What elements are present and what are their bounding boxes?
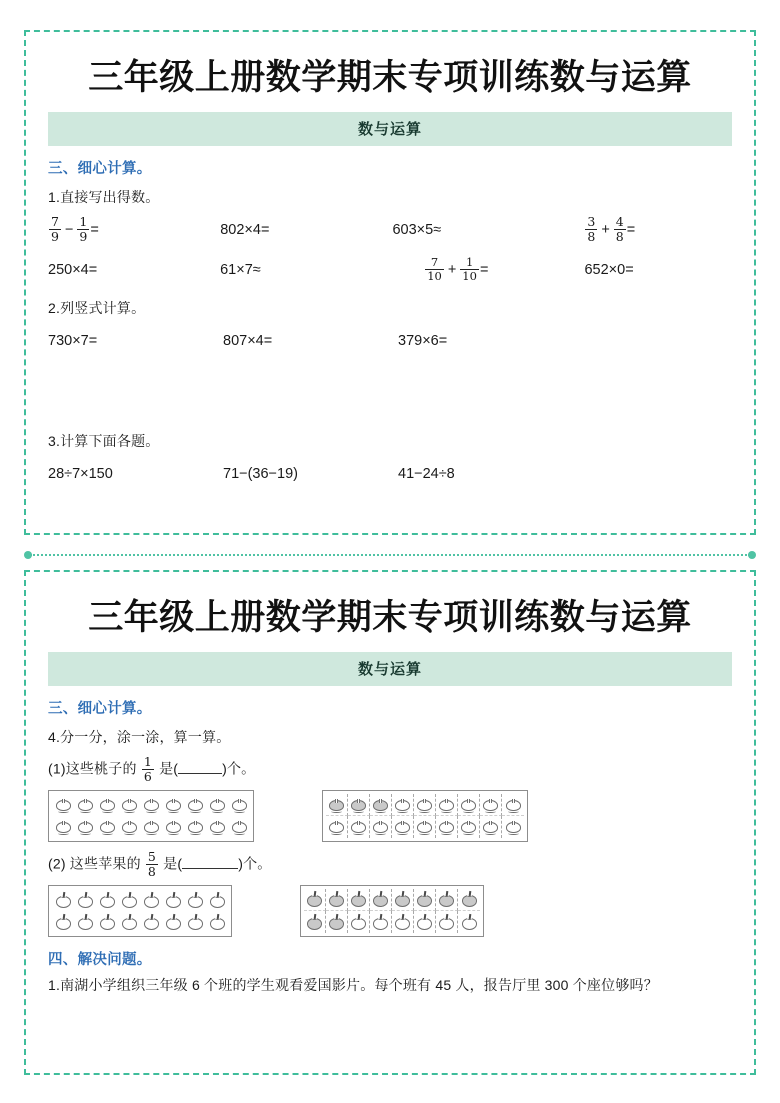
peach-icon: [165, 797, 182, 813]
peach-grid-row: [326, 794, 524, 816]
apple-icon: [372, 914, 389, 931]
operator-plus: +: [447, 262, 457, 278]
apple-cell[interactable]: [414, 889, 436, 911]
apple-grid-row: [304, 911, 480, 933]
problem-71-minus-36-19: 71−(36−19): [223, 466, 298, 482]
peach-grid-row: [52, 816, 250, 838]
apple-cell[interactable]: [184, 911, 206, 933]
apple-cell[interactable]: [118, 889, 140, 911]
question-2-work-space: [48, 360, 732, 422]
apple-cell[interactable]: [52, 911, 74, 933]
problem-603x5-approx: 603×5≈: [392, 222, 442, 238]
fraction-7-9: $\frac{7}{9}$: [51, 214, 59, 244]
peach-icon: [438, 797, 455, 813]
peach-icon: [121, 797, 138, 813]
problem-807x4: 807×4=: [223, 333, 273, 349]
apple-cell[interactable]: [436, 889, 458, 911]
peach-icon: [460, 797, 477, 813]
apple-icon: [121, 914, 138, 931]
sheet-title-bottom: 三年级上册数学期末专项训练数与运算: [88, 597, 692, 638]
problem-28div7x150: 28÷7×150: [48, 466, 113, 482]
part-1-tail: )个。: [222, 760, 256, 777]
apple-icon: [165, 892, 182, 909]
peach-icon: [482, 797, 499, 813]
apple-cell[interactable]: [96, 911, 118, 933]
peach-cell[interactable]: [480, 816, 502, 838]
part-2-mid: 是(: [163, 855, 183, 872]
question-5-word-problem: 1.南湖小学组织三年级 6 个班的学生观看爱国影片。每个班有 45 人，报告厅里 300 个座位够吗？: [48, 977, 658, 993]
equals-sign: =: [626, 222, 636, 238]
peach-icon: [99, 819, 116, 835]
peach-icon: [143, 797, 160, 813]
peach-cell[interactable]: [52, 794, 74, 816]
peach-illustration-row: [48, 790, 732, 842]
problem-730x7: 730×7=: [48, 333, 98, 349]
peach-icon: [231, 819, 248, 835]
equals-sign: =: [479, 262, 489, 278]
peach-cell[interactable]: [480, 794, 502, 816]
peach-cell[interactable]: [206, 794, 228, 816]
apple-cell[interactable]: [140, 889, 162, 911]
apple-cell[interactable]: [304, 889, 326, 911]
problem-3over8-plus-4over8: [584, 216, 732, 244]
apple-icon: [438, 891, 455, 908]
peach-cell[interactable]: [228, 794, 250, 816]
part-1-lead: (1)这些桃子的: [48, 760, 137, 777]
apple-cell[interactable]: [348, 911, 370, 933]
apple-icon: [77, 892, 94, 909]
peach-cell[interactable]: [458, 794, 480, 816]
question-3-row: [48, 455, 732, 493]
peach-cell[interactable]: [140, 794, 162, 816]
peach-icon: [372, 819, 389, 835]
part-2-lead: (2) 这些苹果的: [48, 855, 141, 872]
apple-cell[interactable]: [74, 911, 96, 933]
answer-blank-peaches[interactable]: [178, 760, 222, 774]
apple-cell[interactable]: [458, 911, 480, 933]
apple-cell[interactable]: [304, 911, 326, 933]
problem-379x6: 379×6=: [398, 333, 448, 349]
apple-cell[interactable]: [162, 889, 184, 911]
peach-icon: [121, 819, 138, 835]
peach-cell[interactable]: [370, 816, 392, 838]
peach-cell[interactable]: [502, 816, 524, 838]
peach-icon: [328, 819, 345, 835]
peach-icon: [372, 797, 389, 813]
peach-icon: [209, 797, 226, 813]
peach-cell[interactable]: [184, 816, 206, 838]
apple-cell[interactable]: [184, 889, 206, 911]
peach-cell[interactable]: [392, 816, 414, 838]
peach-cell[interactable]: [184, 794, 206, 816]
problem-61x7-approx: 61×7≈: [220, 262, 261, 278]
apple-box-right-divided[interactable]: [300, 885, 484, 937]
section-heading-three-bottom: 三、细心计算。: [48, 701, 152, 717]
apple-icon: [55, 914, 72, 931]
apple-cell[interactable]: [206, 911, 228, 933]
fraction-4-8: $\frac{4}{8}$: [615, 214, 624, 244]
apple-icon: [165, 914, 182, 931]
peach-cell[interactable]: [140, 816, 162, 838]
apple-cell[interactable]: [458, 889, 480, 911]
peach-cell[interactable]: [96, 816, 118, 838]
apple-icon: [461, 891, 478, 908]
peach-icon: [328, 797, 345, 813]
apple-icon: [209, 914, 226, 931]
question-4-part-1-text: [48, 756, 732, 784]
part-1-mid: 是(: [159, 760, 179, 777]
apple-grid-row: [52, 889, 228, 911]
peach-icon: [55, 819, 72, 835]
peach-grid: [326, 794, 524, 838]
apple-grid-row: [304, 889, 480, 911]
apple-icon: [438, 914, 455, 931]
peach-cell[interactable]: [162, 794, 184, 816]
peach-icon: [505, 819, 522, 835]
apple-cell[interactable]: [52, 889, 74, 911]
sheet-separator: [24, 551, 756, 559]
apple-icon: [328, 914, 345, 931]
peach-cell[interactable]: [436, 794, 458, 816]
question-1-row-2: [48, 251, 732, 289]
question-1-row-1: [48, 211, 732, 249]
peach-cell[interactable]: [502, 794, 524, 816]
peach-icon: [416, 819, 433, 835]
problem-250x4: 250×4=: [48, 262, 98, 278]
peach-cell[interactable]: [414, 816, 436, 838]
peach-icon: [99, 797, 116, 813]
apple-icon: [99, 892, 116, 909]
peach-icon: [231, 797, 248, 813]
apple-icon: [121, 892, 138, 909]
peach-icon: [77, 797, 94, 813]
peach-icon: [350, 797, 367, 813]
apple-icon: [306, 891, 323, 908]
question-4-part-2-text: [48, 851, 732, 879]
separator-dot-right: [748, 551, 756, 559]
problem-7over9-minus-1over9: [48, 216, 220, 244]
peach-cell[interactable]: [326, 794, 348, 816]
question-3-prompt: 3.计算下面各题。: [48, 433, 160, 449]
peach-cell[interactable]: [118, 794, 140, 816]
worksheet-sheet-top: [24, 30, 756, 535]
section-heading-four: 四、解决问题。: [48, 952, 152, 968]
fraction-1-9: $\frac{1}{9}$: [79, 214, 88, 244]
separator-dotted-line: [30, 554, 750, 556]
sheet-title-top: 三年级上册数学期末专项训练数与运算: [88, 57, 692, 98]
apple-cell[interactable]: [348, 889, 370, 911]
apple-cell[interactable]: [206, 889, 228, 911]
apple-icon: [209, 892, 226, 909]
peach-cell[interactable]: [348, 794, 370, 816]
peach-box-left[interactable]: [48, 790, 254, 842]
peach-icon: [505, 797, 522, 813]
apple-icon: [350, 891, 367, 908]
apple-icon: [350, 914, 367, 931]
peach-cell[interactable]: [74, 794, 96, 816]
peach-cell[interactable]: [52, 816, 74, 838]
peach-cell[interactable]: [206, 816, 228, 838]
apple-cell[interactable]: [436, 911, 458, 933]
peach-icon: [394, 797, 411, 813]
peach-icon: [394, 819, 411, 835]
peach-grid-row: [326, 816, 524, 838]
peach-cell[interactable]: [74, 816, 96, 838]
peach-icon: [460, 819, 477, 835]
apple-icon: [461, 914, 478, 931]
peach-cell[interactable]: [414, 794, 436, 816]
apple-icon: [143, 892, 160, 909]
apple-cell[interactable]: [370, 889, 392, 911]
peach-cell[interactable]: [118, 816, 140, 838]
peach-icon: [438, 819, 455, 835]
question-2-prompt: 2.列竖式计算。: [48, 300, 146, 316]
apple-icon: [143, 914, 160, 931]
peach-icon: [165, 819, 182, 835]
part-2-tail: )个。: [238, 855, 272, 872]
apple-cell[interactable]: [370, 911, 392, 933]
apple-grid: [52, 889, 228, 933]
operator-minus: −: [64, 222, 74, 238]
peach-cell[interactable]: [436, 816, 458, 838]
peach-cell[interactable]: [228, 816, 250, 838]
question-2-row: [48, 322, 732, 360]
apple-icon: [99, 914, 116, 931]
apple-icon: [77, 914, 94, 931]
peach-grid-row: [52, 794, 250, 816]
apple-cell[interactable]: [74, 889, 96, 911]
peach-icon: [209, 819, 226, 835]
apple-icon: [394, 891, 411, 908]
peach-cell[interactable]: [326, 816, 348, 838]
apple-cell[interactable]: [392, 911, 414, 933]
apple-icon: [306, 914, 323, 931]
peach-cell[interactable]: [370, 794, 392, 816]
peach-icon: [187, 797, 204, 813]
apple-icon: [416, 891, 433, 908]
peach-cell[interactable]: [162, 816, 184, 838]
apple-icon: [55, 892, 72, 909]
apple-icon: [187, 892, 204, 909]
peach-icon: [416, 797, 433, 813]
apple-cell[interactable]: [326, 911, 348, 933]
operator-plus: +: [601, 222, 610, 238]
apple-icon: [416, 914, 433, 931]
answer-blank-apples[interactable]: [182, 855, 238, 869]
peach-icon: [187, 819, 204, 835]
question-4-prompt: 4.分一分，涂一涂，算一算。: [48, 729, 231, 745]
peach-icon: [77, 819, 94, 835]
peach-cell[interactable]: [96, 794, 118, 816]
apple-cell[interactable]: [140, 911, 162, 933]
apple-icon: [187, 914, 204, 931]
apple-icon: [394, 914, 411, 931]
apple-illustration-row: [48, 885, 732, 937]
peach-cell[interactable]: [348, 816, 370, 838]
apple-box-left[interactable]: [48, 885, 232, 937]
peach-icon: [350, 819, 367, 835]
fraction-1-10: $\frac{1}{10}$: [462, 255, 477, 283]
fraction-1-6: $\frac{1}{6}$: [143, 754, 152, 784]
apple-grid: [304, 889, 480, 933]
apple-icon: [328, 891, 345, 908]
equals-sign: =: [90, 222, 99, 238]
apple-grid-row: [52, 911, 228, 933]
apple-cell[interactable]: [118, 911, 140, 933]
apple-cell[interactable]: [162, 911, 184, 933]
problem-652x0: 652×0=: [584, 262, 634, 278]
apple-cell[interactable]: [414, 911, 436, 933]
peach-cell[interactable]: [392, 794, 414, 816]
peach-icon: [482, 819, 499, 835]
apple-icon: [372, 891, 389, 908]
subject-banner-top: 数与运算: [48, 112, 732, 146]
problem-41-minus-24div8: 41−24÷8: [398, 466, 455, 482]
apple-cell[interactable]: [326, 889, 348, 911]
apple-cell[interactable]: [392, 889, 414, 911]
problem-802x4: 802×4=: [220, 222, 270, 238]
peach-icon: [55, 797, 72, 813]
subject-banner-bottom: 数与运算: [48, 652, 732, 686]
fraction-5-8: $\frac{5}{8}$: [147, 849, 157, 879]
fraction-7-10: $\frac{7}{10}$: [427, 255, 442, 283]
peach-box-right-divided[interactable]: [322, 790, 528, 842]
apple-cell[interactable]: [96, 889, 118, 911]
peach-cell[interactable]: [458, 816, 480, 838]
peach-icon: [143, 819, 160, 835]
section-heading-three-top: 三、细心计算。: [48, 161, 152, 177]
question-1-prompt: 1.直接写出得数。: [48, 189, 160, 205]
worksheet-sheet-bottom: [24, 570, 756, 1075]
peach-grid: [52, 794, 250, 838]
fraction-3-8: $\frac{3}{8}$: [587, 214, 596, 244]
problem-7over10-plus-1over10: [392, 257, 584, 283]
